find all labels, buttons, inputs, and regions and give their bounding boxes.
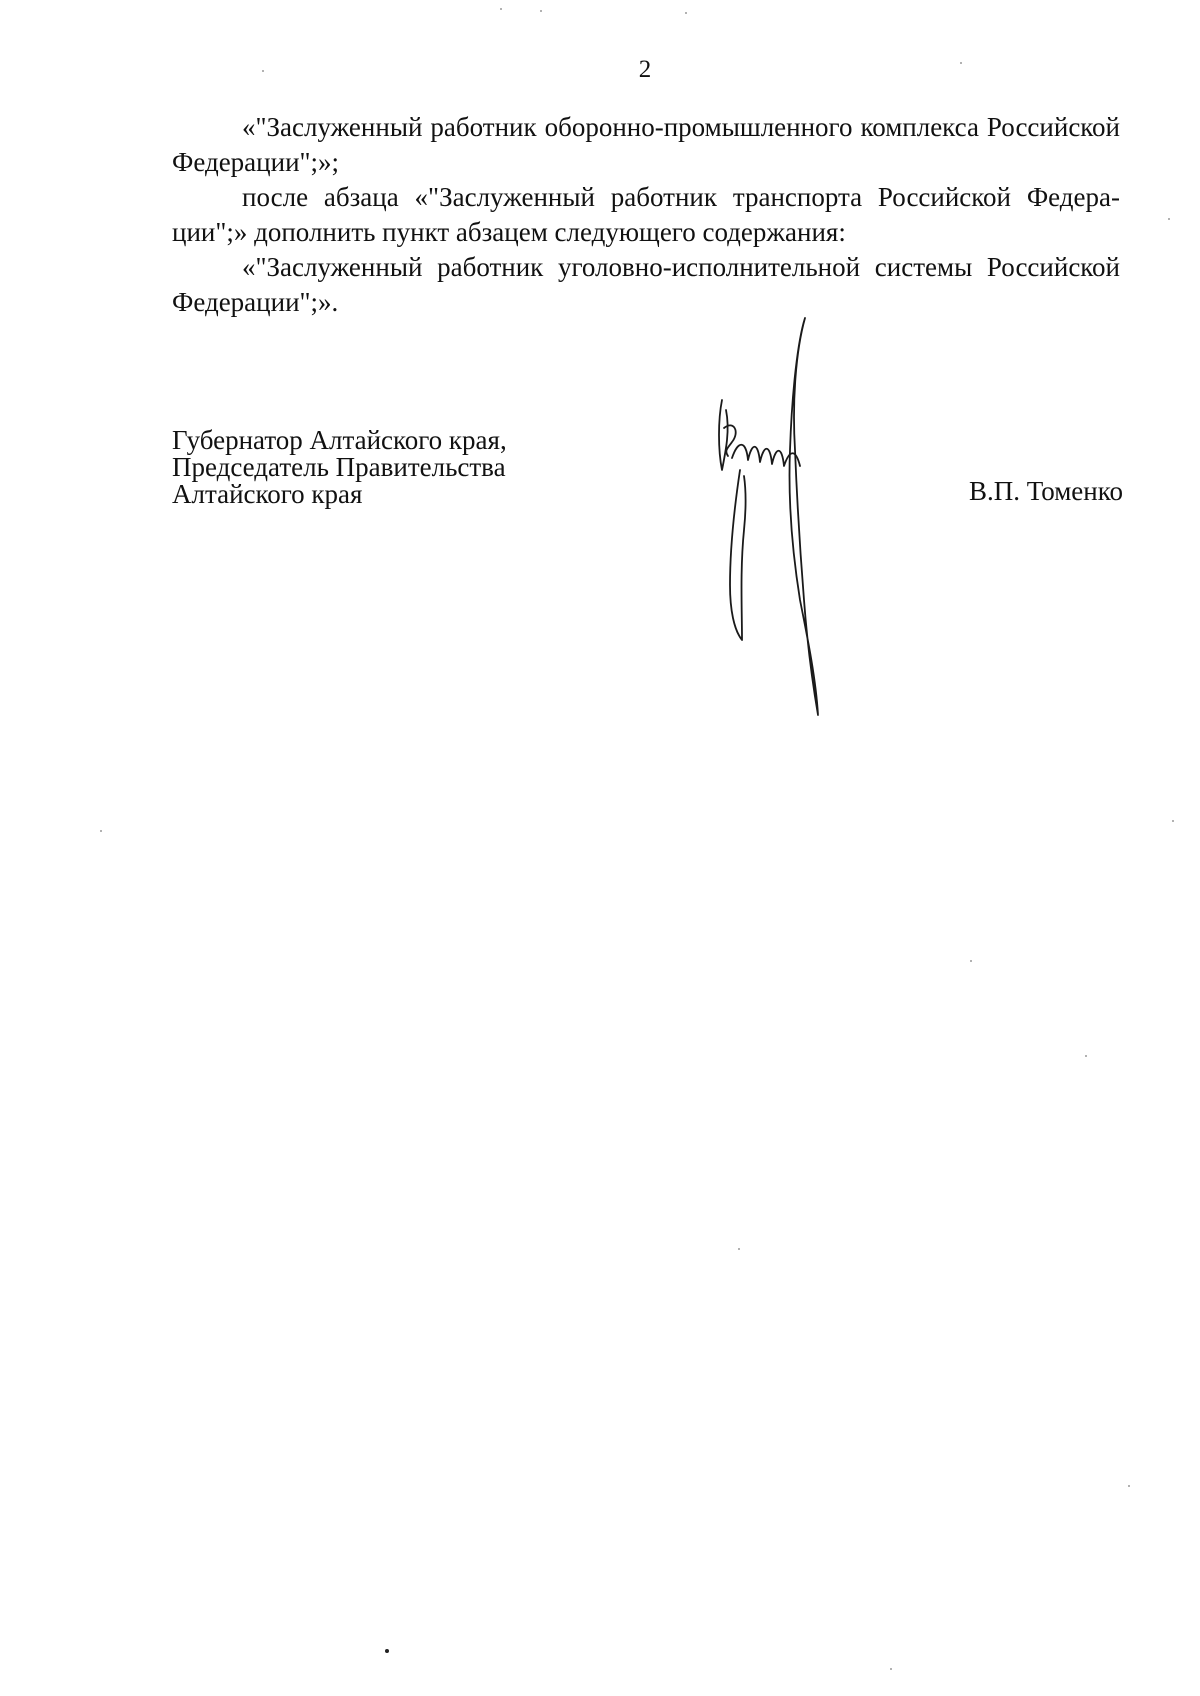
scan-speck — [100, 830, 102, 832]
paragraph-3: «"Заслуженный работник уголовно-исполнительной системы Российской Федерации";». — [172, 252, 1120, 317]
paragraph-2: после абзаца «"Заслуженный работник транспорта Российской Федерации";» дополнить пункт абзацем следующего содержания: — [172, 182, 1120, 247]
scan-speck — [540, 10, 542, 12]
signatory-title-line-2: Председатель Правительства — [172, 452, 506, 482]
signatory-title-line-1: Губернатор Алтайского края, — [172, 425, 507, 455]
scan-dot — [385, 1649, 389, 1653]
paragraph-1: «"Заслуженный работник оборонно-промышленного комплекса Российской Федерации";»; — [172, 112, 1120, 177]
scan-speck — [1168, 218, 1170, 220]
scan-speck — [970, 960, 972, 962]
document-body — [172, 110, 1120, 320]
scan-speck — [1172, 820, 1174, 822]
scan-speck — [500, 8, 502, 10]
scan-speck — [960, 62, 962, 64]
scan-speck — [1085, 1055, 1087, 1057]
scan-speck — [1128, 1485, 1130, 1487]
scan-speck — [738, 1248, 740, 1250]
scan-speck — [685, 12, 687, 14]
page-number: 2 — [638, 56, 652, 83]
signatory-title-line-3: Алтайского края — [172, 479, 363, 509]
signatory-name: В.П. Томенко — [969, 476, 1123, 506]
signatory-title — [172, 427, 507, 508]
scan-speck — [890, 1668, 892, 1670]
scan-speck — [262, 70, 264, 72]
handwritten-signature-icon — [700, 310, 880, 730]
